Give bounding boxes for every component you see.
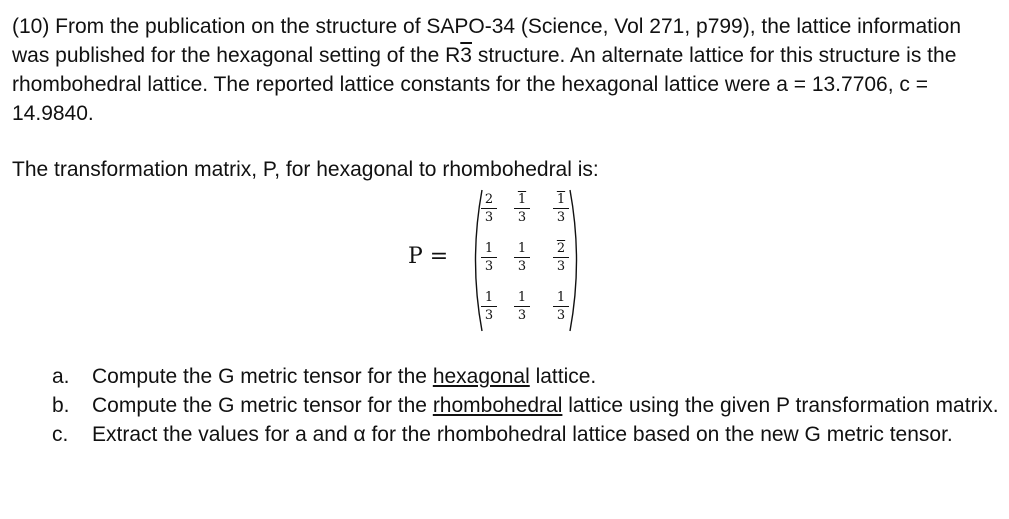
fraction-bar	[553, 306, 569, 307]
matrix-entry	[512, 192, 532, 225]
matrix-denominator: 3	[556, 308, 566, 323]
matrix-numerator: 2	[484, 192, 494, 207]
matrix-entry	[551, 192, 571, 225]
transformation-matrix	[408, 188, 598, 333]
matrix-denominator: 3	[517, 308, 527, 323]
question-letter: a.	[52, 365, 70, 388]
question-list	[0, 362, 1000, 449]
matrix-denominator: 3	[556, 210, 566, 225]
matrix-label: P =	[408, 244, 449, 269]
intro-part1: (10) From the publication on the structure of SAPO-34 (Science, Vol 271, p799), the lattice information was published for the hexagonal setting of the R	[12, 15, 961, 67]
question-letter: b.	[52, 394, 70, 417]
question-emphasis: rhombohedral	[432, 394, 563, 417]
intro-part2: structure. An alternate lattice for this structure is the rhombohedral lattice. The reported lattice constants for the hexagonal lattice were a = 13.7706, c = 14.9840.	[12, 44, 957, 125]
matrix-numerator: 1	[556, 192, 566, 207]
matrix-denominator: 3	[484, 259, 494, 274]
matrix-entry	[551, 241, 571, 274]
matrix-numerator: 1	[556, 290, 566, 305]
matrix-entry	[512, 290, 532, 323]
question-text: Compute the G metric tensor for the	[92, 365, 433, 388]
fraction-bar	[481, 208, 497, 209]
question-text-end: lattice using the given P transformation matrix.	[562, 394, 999, 417]
matrix-numerator: 1	[517, 241, 527, 256]
question-text-end: lattice.	[529, 365, 597, 388]
matrix-entry	[512, 241, 532, 274]
matrix-denominator: 3	[484, 308, 494, 323]
question-text: Compute the G metric tensor for the	[92, 394, 433, 417]
matrix-numerator: 1	[484, 241, 494, 256]
fraction-bar	[553, 257, 569, 258]
matrix-intro-text: The transformation matrix, P, for hexagonal to rhombohedral is:	[12, 158, 599, 181]
question-a	[0, 362, 1000, 391]
bar-three: 3	[460, 44, 472, 67]
matrix-numerator: 1	[517, 290, 527, 305]
question-b	[0, 391, 1000, 420]
question-letter: c.	[52, 423, 69, 446]
problem-intro	[12, 12, 987, 128]
matrix-entry	[479, 290, 499, 323]
matrix-numerator: 2	[556, 241, 566, 256]
matrix-denominator: 3	[517, 259, 527, 274]
fraction-bar	[481, 257, 497, 258]
matrix-denominator: 3	[517, 210, 527, 225]
question-emphasis: hexagonal	[432, 365, 530, 388]
matrix-denominator: 3	[556, 259, 566, 274]
fraction-bar	[514, 208, 530, 209]
matrix-entry	[479, 192, 499, 225]
question-c	[0, 420, 1000, 449]
matrix-entry	[479, 241, 499, 274]
fraction-bar	[481, 306, 497, 307]
matrix-denominator: 3	[484, 210, 494, 225]
fraction-bar	[514, 257, 530, 258]
matrix-entry	[551, 290, 571, 323]
matrix-numerator: 1	[517, 192, 527, 207]
question-text: Extract the values for a and α for the rhombohedral lattice based on the new G metric tensor.	[92, 423, 953, 446]
matrix-numerator: 1	[484, 290, 494, 305]
fraction-bar	[514, 306, 530, 307]
fraction-bar	[553, 208, 569, 209]
